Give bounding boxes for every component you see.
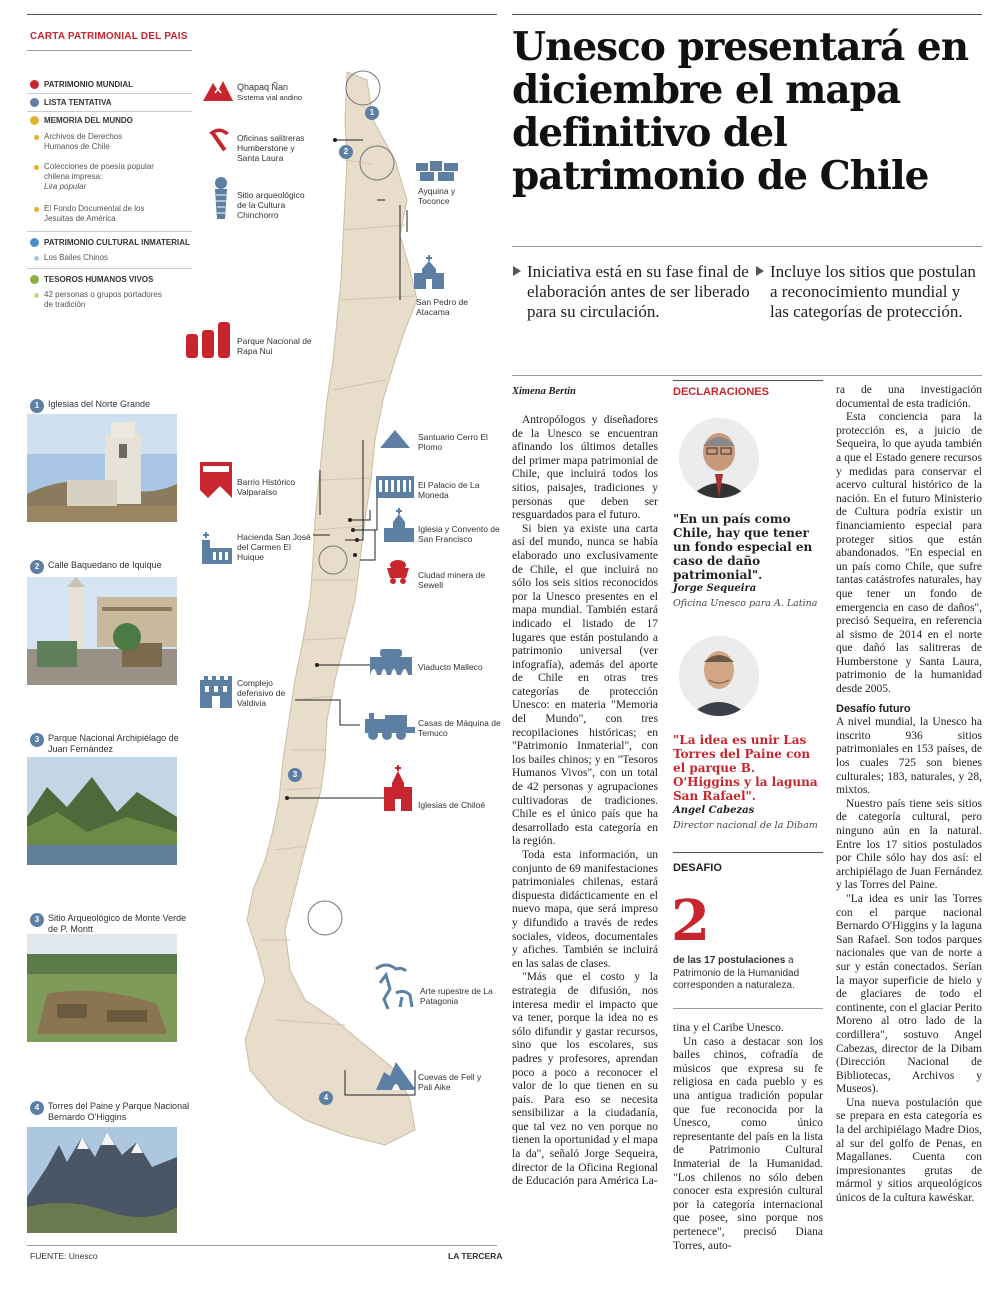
paragraph: Esta conciencia para la protección es, a juicio de Sequeira, lo que ayuda también a que el Estado genere recursos y medidas para conservar el acervo cultural histórico de la nación. En el futuro Ministerio de Cultura podría existir un financiamiento especial para proteger sitios que están abandonados. "En especial en un país como Chile, que sufre tantas catástrofes naturales, hay que tener un fondo de emergencia en caso de daños", precisó Sequeira, en referencia al sismo de 2014 en el norte que dañó las salitreras de Humberstone y Santa Laura, patrimonio de la humanidad desde 2005. (836, 411, 982, 696)
label-moneda: El Palacio de La Moneda (418, 480, 480, 500)
quote-name-cabezas: Angel Cabezas (673, 805, 755, 816)
map-marker-1[interactable]: 1 (365, 106, 379, 120)
label-fell: Cuevas de Fell y Pali Aike (418, 1072, 482, 1092)
palace-icon (376, 472, 414, 498)
mummy-icon (212, 177, 230, 221)
legend-patrimonio-mundial: PATRIMONIO MUNDIAL (30, 80, 133, 89)
paragraph: Una nueva postulación que se prepara en esta categoría es la del archipiélago Madre Dios, al sur del golfo de Penas, en Magallanes. Cuenta con impresionantes grutas de mármol y sitios arqueológicos únicos de la cultura kawéskar. (836, 1096, 982, 1205)
train-icon (365, 713, 415, 741)
article-col-3 (836, 384, 982, 1206)
church-icon (414, 255, 444, 289)
fort-icon (200, 676, 232, 708)
quote-cabezas: "La idea es unir Las Torres del Paine con el parque B. O'Higgins y la laguna San Rafael". (673, 733, 818, 803)
map-marker-3[interactable]: 3 (288, 768, 302, 782)
legend-memoria-item: Archivos de Derechos Humanos de Chile (44, 132, 154, 152)
quote-name-sequeira: Jorge Sequeira (673, 583, 757, 594)
cave-art-icon (372, 963, 416, 1011)
paragraph: tina y el Caribe Unesco. (673, 1022, 784, 1034)
label-barrio: Barrio Histórico Valparaíso (237, 477, 296, 497)
top-rule-right (512, 14, 982, 15)
photo-title-3: 3 Parque Nacional Archipiélago de Juan Fernández (30, 733, 190, 755)
quote-role-cabezas: Director nacional de la Dibam (673, 820, 818, 831)
church-icon (384, 765, 412, 811)
section-rule (27, 50, 192, 51)
hacienda-icon (200, 532, 232, 564)
label-oficinas: Oficinas salitreras Humberstone y Santa Laura (237, 133, 305, 163)
desafio-text: de las 17 postulaciones a Patrimonio de la Humanidad corresponden a naturaleza. (673, 955, 800, 991)
label-patagonia: Arte rupestre de La Patagonia (420, 986, 493, 1006)
label-convento: Iglesia y Convento de San Francisco (418, 524, 500, 544)
label-sewell: Ciudad minera de Sewell (418, 570, 486, 590)
label-santuario: Santuario Cerro El Plomo (418, 432, 488, 452)
paragraph: "La idea es unir las Torres con el parque nacional Bernardo O'Higgins y la laguna San Rafael. Son todos parques nacionales que van de norte a sur y están conectados. Serían la mayor superficie de hielo y de glaciares de todo el continente, con el glaciar Perito Moreno al otro lado de la cordillera", sostuvo Angel Cabezas, director de la Dibam (Dirección Nacional de Bibliotecas, Archivos y Museos). (836, 892, 982, 1096)
legend-rule (27, 93, 192, 94)
label-valdivia: Complejo defensivo de Valdivia (237, 678, 286, 708)
map-point (285, 796, 289, 800)
legend-rule (27, 111, 192, 112)
photo-title-1: 1 Iglesias del Norte Grande (30, 399, 190, 413)
photo-torres-paine (27, 1127, 177, 1233)
map-marker-2[interactable]: 2 (339, 145, 353, 159)
paragraph: A nivel mundial, la Unesco ha inscrito 936 sitios patrimoniales en 153 países, de los cuales 725 son bienes culturales; 183, naturales, y 28, mixtos. (836, 716, 982, 797)
highlight-circle (308, 901, 342, 935)
deck-rule (512, 375, 982, 376)
headline-rule (512, 246, 982, 247)
pickaxe-icon (206, 126, 232, 152)
legend-memoria: MEMORIA DEL MUNDO (30, 116, 133, 125)
photo-title-5: 4 Torres del Paine y Parque Nacional Bernardo O'Higgins (30, 1101, 195, 1123)
label-ayquina: Ayquina y Toconce (418, 186, 456, 206)
legend-tesoros: TESOROS HUMANOS VIVOS (30, 275, 153, 284)
map-marker-4[interactable]: 4 (319, 1091, 333, 1105)
map-point (315, 663, 319, 667)
moai-icon (186, 320, 232, 358)
desafio-bottom-rule (673, 1008, 823, 1009)
photo-title-4: 3 Sitio Arqueológico de Monte Verde de P. Montt (30, 913, 190, 935)
legend-rule (27, 268, 192, 269)
top-rule-left (27, 14, 497, 15)
mountain-icon (380, 430, 410, 448)
footer-rule (27, 1245, 497, 1246)
paragraph: ra de una investigación documental de esta tradición. (836, 384, 982, 410)
photo-monte-verde (27, 934, 177, 1042)
portrait-jorge-sequeira (679, 418, 759, 498)
label-temuco: Casas de Máquina de Temuco (418, 718, 501, 738)
church-icon (384, 508, 414, 542)
deck-right: Incluye los sitios que postulan a reconocimiento mundial y las categorías de protección. (770, 262, 982, 322)
photo-iglesias-norte (27, 414, 177, 522)
article-col-2 (673, 1022, 823, 1253)
legend-tesoros-item: 42 personas o grupos portadores de tradición (44, 290, 164, 310)
photo-title-2: 2 Calle Baquedano de Iquique (30, 560, 190, 574)
label-chinchorro: Sitio arqueológico de la Cultura Chinchorro (237, 190, 305, 220)
label-rapa-nui: Parque Nacional de Rapa Nui (237, 336, 312, 356)
paragraph: Si bien ya existe una carta así del mundo, nunca se había elaborado uno exclusivamente de Chile, el que incluirá no sólo los seis sitios reconocidos por la Unesco presentes en el mapa mundial. También estará indicado el listado de 17 lugares que están postulando a patrimonio universal (ver infografía), además del aporte de Chile en otras tres categorías de protección Unesco: en materia "Memoria del Mundo", con tres recopilaciones históricas; en "Patrimonio Inmaterial", con los bailes chinos; y en "Tesoros Humanos Vivos", con un total de 42 personas y agrupaciones cultivadoras de tradiciones. Chile es el único país que ha desarrollado esta categoría en la región. (512, 522, 658, 848)
legend-rule (27, 231, 192, 232)
paragraph: "Más que el costo y la estrategia de difusión, nos interesa medir el impacto que va tener, porque la idea no es sólo difundir y gastar recursos, sino que los escolares, sus padres y profesores, aprendan poco a poco a reconocer el valor de lo que tienen en su país. Para eso se necesita sensibilizar a la ciudadanía, que tal vez no ven porque no tienen la oportunidad y el mapa la da", señaló Jorge Sequeira, director de la Oficina Regional de Educación para América La- (512, 971, 658, 1188)
headline: Unesco presentará en diciembre el mapa definitivo del patrimonio de Chile (512, 24, 969, 199)
map-point (353, 553, 357, 557)
map-point (351, 528, 355, 532)
legend-inmaterial-item: Los Bailes Chinos (44, 253, 108, 263)
building-icon (200, 462, 232, 498)
mine-cart-icon (385, 560, 411, 584)
section-label: CARTA PATRIMONIAL DEL PAIS (30, 31, 188, 42)
declaraciones-heading: DECLARACIONES (673, 386, 769, 398)
quote-sequeira: "En un país como Chile, hay que tener un fondo especial en caso de daño patrimonial". (673, 512, 813, 582)
deck-left: Iniciativa está en su fase final de elaboración antes de ser liberado para su circulación. (527, 262, 752, 322)
portrait-angel-cabezas (679, 636, 759, 716)
bullet-triangle-icon (513, 266, 521, 276)
sidebar-rule (673, 380, 823, 381)
bullet-triangle-icon (756, 266, 764, 276)
subhead-desafio-futuro: Desafío futuro (836, 702, 911, 715)
legend-memoria-item: Colecciones de poesía popular chilena impresa: Lira popular (44, 162, 159, 192)
paragraph: Toda esta información, un conjunto de 69 manifestaciones patrimoniales chilenas, estará dispuesta didácticamente en el nuevo mapa, que será impreso y difundido a través de redes sociales, videos, documentales y afiches. También se incluirá en las salas de clases. (512, 849, 658, 970)
paragraph: Antropólogos y diseñadores de la Unesco se encuentran afinando los últimos detalles del primer mapa patrimonial de Chile, que incluirá todos los sitios, paisajes, tradiciones y personas que deben ser resguardados para el futuro. (512, 414, 658, 522)
desafio-rule (673, 852, 823, 853)
paragraph: Nuestro país tiene seis sitios de categoría cultural, pero ninguno aún en la natural. Entre los 17 sitios postulados por Chile sólo hay dos así: el archipiélago de Juan Fernández y las Torres del Paine. (836, 797, 982, 892)
label-chiloe: Iglesias de Chiloé (418, 800, 486, 810)
village-icon (416, 159, 458, 181)
label-hacienda: Hacienda San José del Carmen El Huique (237, 532, 311, 562)
label-qhapaq: Qhapaq Ñan Sistema vial andino (237, 82, 303, 102)
legend-lista-tentativa: LISTA TENTATIVA (30, 98, 112, 107)
legend-inmaterial: PATRIMONIO CULTURAL INMATERIAL (30, 238, 190, 247)
map-point (348, 518, 352, 522)
cave-icon (376, 1062, 416, 1090)
mountain-icon (203, 77, 233, 101)
quote-role-sequeira: Oficina Unesco para A. Latina (673, 598, 818, 609)
desafio-big-number: 2 (671, 888, 710, 954)
footer-brand: LA TERCERA (448, 1251, 503, 1261)
map-point (355, 538, 359, 542)
label-malleco: Viaducto Malleco (418, 662, 483, 672)
desafio-heading: DESAFIO (673, 862, 722, 874)
photo-juan-fernandez (27, 757, 177, 865)
map-point (333, 138, 337, 142)
paragraph: Un caso a destacar son los bailes chinos, cofradía de músicos que expresa su fe religiosa en cada pueblo y es una antigua tradición popular que fue reconocida por la Unesco, como único representante del país en la lista de Patrimonio Cultural Inmaterial de la Humanidad. "Los chilenos no sólo deben conocer esta expresión cultural por la categoría internacional que posee, sino porque nos pertenece", precisó Diana Torres, auto- (673, 1035, 823, 1252)
footer-source: FUENTE: Unesco (30, 1251, 98, 1261)
label-san-pedro: San Pedro de Atacama (416, 297, 468, 317)
bridge-icon (370, 649, 412, 675)
byline: Ximena Bertin (512, 386, 576, 397)
legend-memoria-item: El Fondo Documental de los Jesuitas de América (44, 204, 159, 224)
photo-calle-baquedano (27, 577, 177, 685)
article-col-1 (512, 414, 658, 1189)
